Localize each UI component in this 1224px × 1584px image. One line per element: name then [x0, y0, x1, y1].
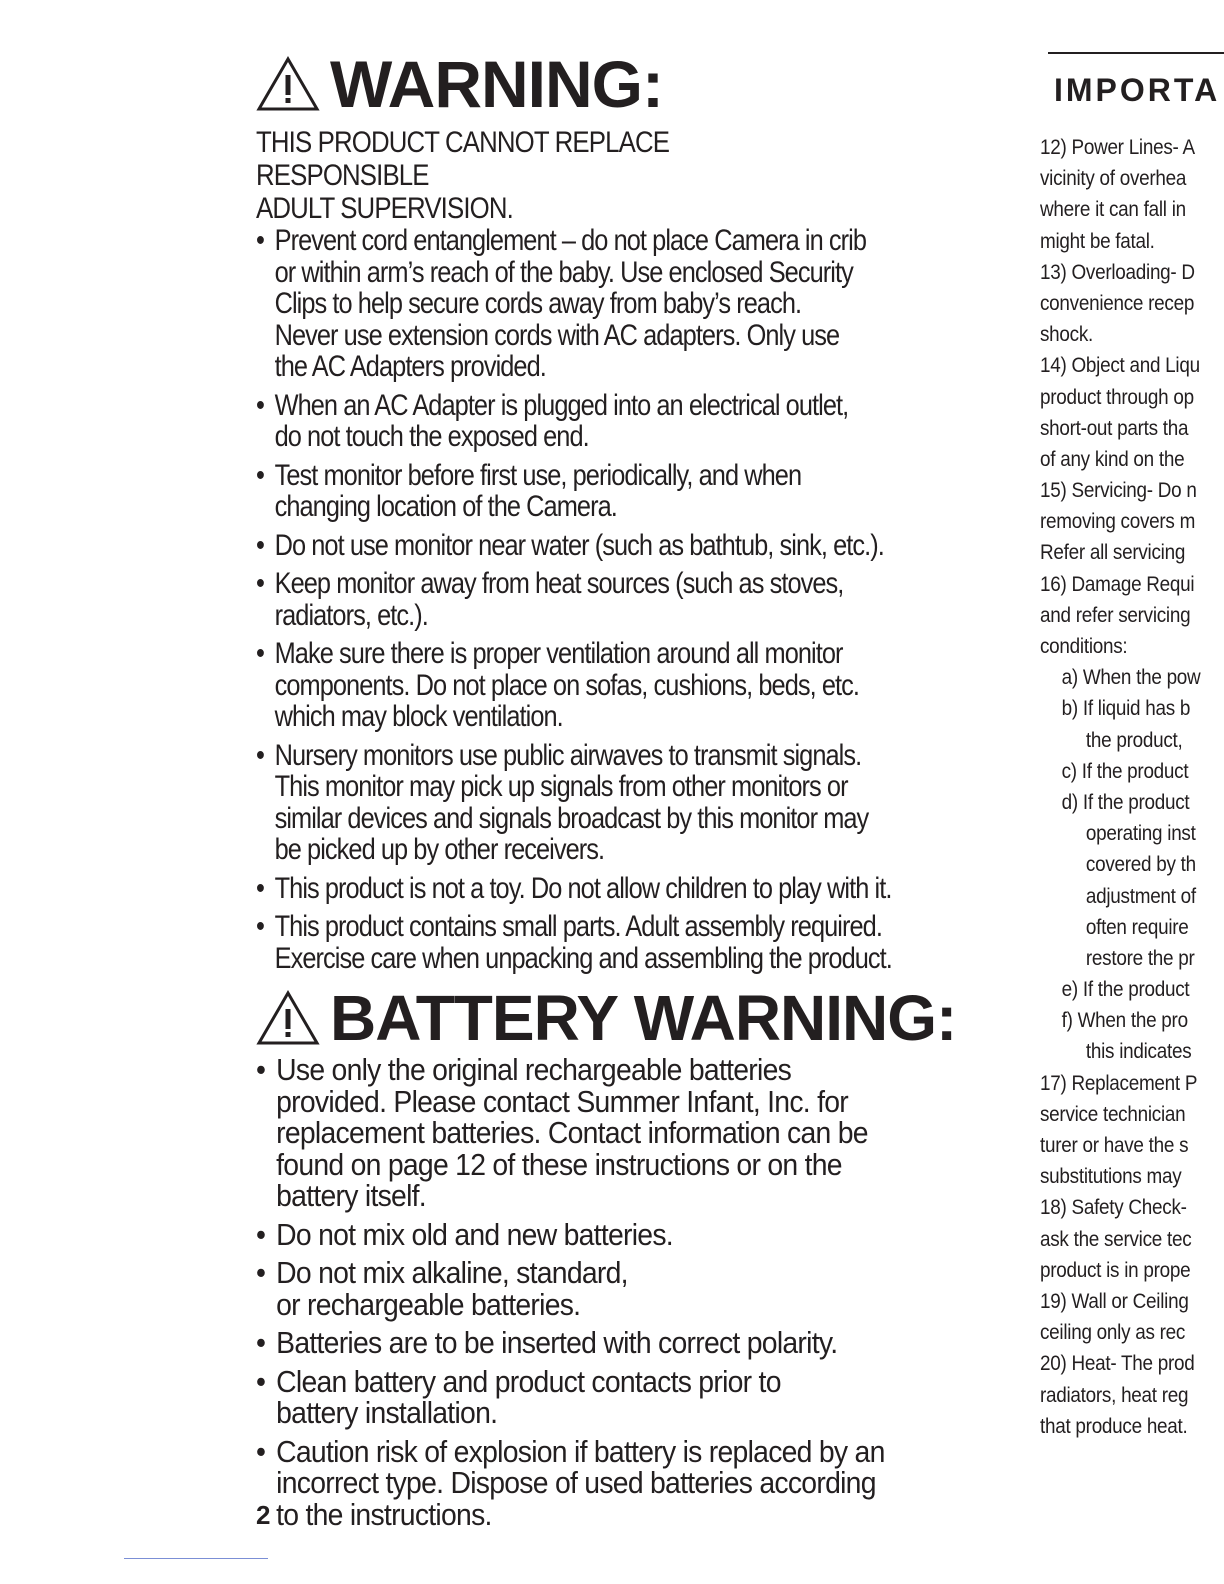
warning-page	[256, 46, 976, 1537]
warning-title: WARNING:	[330, 47, 663, 121]
instruction-line: turer or have the s	[1040, 1134, 1189, 1157]
battery-warning-item: • Use only the original rechargeable batteries provided. Please contact Summer Infant, Inc. for replacement batteries. Contact information can be found on page 12 of these instructions or on the battery itself.	[256, 1054, 951, 1212]
warning-triangle-icon	[256, 990, 320, 1046]
instruction-line: 15) Servicing- Do n	[1040, 479, 1197, 503]
safety-instructions-text	[1040, 132, 1224, 1442]
instruction-line: product through op	[1040, 385, 1194, 409]
warning-item: • When an AC Adapter is plugged into an electrical outlet, do not touch the exposed end.	[256, 390, 949, 453]
instruction-line: this indicates	[1085, 1040, 1192, 1064]
warning-list	[256, 225, 949, 974]
footer-divider	[124, 1558, 268, 1559]
instruction-line: c) If the product	[1061, 759, 1189, 783]
warning-item: • Make sure there is proper ventilation around all monitor components. Do not place on sofas, cushions, beds, etc. which may block ventilation.	[256, 638, 949, 733]
warning-item: • Test monitor before first use, periodically, and when changing location of the Camera.	[256, 460, 949, 523]
instruction-line: 18) Safety Check-	[1040, 1196, 1187, 1220]
instruction-line: 14) Object and Liqu	[1040, 354, 1200, 378]
page-number: 2	[256, 1500, 271, 1530]
instruction-line: 13) Overloading- D	[1040, 260, 1195, 284]
instruction-line: substitutions may	[1040, 1165, 1182, 1189]
warning-item: • Prevent cord entanglement – do not place Camera in crib or within arm’s reach of the baby. Use enclosed Security Clips to help secure cords away from baby’s reach. Never use extension cords with AC adapters. Only use the AC Adapters provided.	[256, 225, 949, 383]
instruction-line: restore the pr	[1085, 946, 1195, 970]
instruction-line: short-out parts tha	[1040, 416, 1189, 440]
warning-item: • This product is not a toy. Do not allow children to play with it.	[256, 873, 949, 905]
battery-warning-item: • Do not mix old and new batteries.	[256, 1219, 951, 1251]
instruction-line: 19) Wall or Ceiling	[1040, 1289, 1189, 1313]
instruction-line: operating inst	[1085, 822, 1196, 846]
instruction-line: removing covers m	[1040, 510, 1196, 534]
instruction-line: that produce heat.	[1040, 1414, 1188, 1438]
instruction-line: shock.	[1040, 323, 1094, 347]
instruction-line: d) If the product	[1061, 790, 1190, 814]
warning-item: • Nursery monitors use public airwaves to transmit signals. This monitor may pick up signals from other monitors or similar devices and signals broadcast by this monitor may be picked up by other receivers.	[256, 740, 949, 866]
instruction-line: adjustment of	[1085, 884, 1196, 908]
instruction-line: 12) Power Lines- A	[1040, 136, 1195, 159]
instruction-line: service technician	[1040, 1102, 1186, 1126]
battery-warning-item: • Caution risk of explosion if battery is replaced by an incorrect type. Dispose of used batteries according to the instructions.	[256, 1436, 951, 1531]
instruction-line: a) When the pow	[1061, 666, 1201, 690]
instruction-line: ceiling only as rec	[1040, 1321, 1186, 1345]
instruction-line: ask the service tec	[1040, 1227, 1192, 1251]
instruction-line: vicinity of overhea	[1040, 167, 1187, 191]
instruction-line: and refer servicing	[1040, 603, 1191, 627]
warning-item: • This product contains small parts. Adult assembly required. Exercise care when unpacking and assembling the product.	[256, 911, 949, 974]
warning-item: • Do not use monitor near water (such as bathtub, sink, etc.).	[256, 530, 949, 562]
instruction-line: 20) Heat- The prod	[1040, 1352, 1195, 1376]
important-heading: IMPORTA	[1054, 72, 1221, 108]
instruction-line: convenience recep	[1040, 291, 1195, 315]
instruction-line: f) When the pro	[1061, 1009, 1188, 1033]
instruction-line: product is in prope	[1040, 1258, 1191, 1282]
instruction-line: the product,	[1085, 728, 1183, 752]
heading-rule	[1048, 52, 1224, 54]
instruction-line: radiators, heat reg	[1040, 1383, 1189, 1407]
instruction-line: b) If liquid has b	[1061, 697, 1191, 721]
battery-warning-item: • Batteries are to be inserted with correct polarity.	[256, 1327, 951, 1359]
instruction-line: often require	[1085, 915, 1189, 939]
warning-item: • Keep monitor away from heat sources (such as stoves, radiators, etc.).	[256, 568, 949, 631]
instruction-line: e) If the product	[1061, 978, 1190, 1002]
battery-warning-heading	[256, 982, 976, 1054]
battery-warning-item: • Do not mix alkaline, standard, or rechargeable batteries.	[256, 1257, 951, 1320]
important-safety-page	[1040, 52, 1224, 1472]
instruction-line: of any kind on the	[1040, 447, 1185, 471]
supervision-notice: THIS PRODUCT CANNOT REPLACE RESPONSIBLE ADULT SUPERVISION.	[256, 126, 670, 225]
battery-warning-list	[256, 1054, 951, 1530]
warning-heading	[256, 46, 976, 122]
battery-warning-title: BATTERY WARNING:	[330, 982, 957, 1054]
instruction-line: covered by th	[1085, 853, 1196, 877]
instruction-line: 17) Replacement P	[1040, 1071, 1198, 1095]
battery-warning-item: • Clean battery and product contacts prior to battery installation.	[256, 1366, 951, 1429]
instruction-line: conditions:	[1040, 635, 1128, 658]
instruction-line: 16) Damage Requi	[1040, 572, 1195, 596]
instruction-line: Refer all servicing	[1040, 541, 1186, 565]
instruction-line: might be fatal.	[1040, 229, 1155, 253]
warning-triangle-icon	[256, 56, 320, 112]
instruction-line: where it can fall in	[1040, 198, 1186, 222]
